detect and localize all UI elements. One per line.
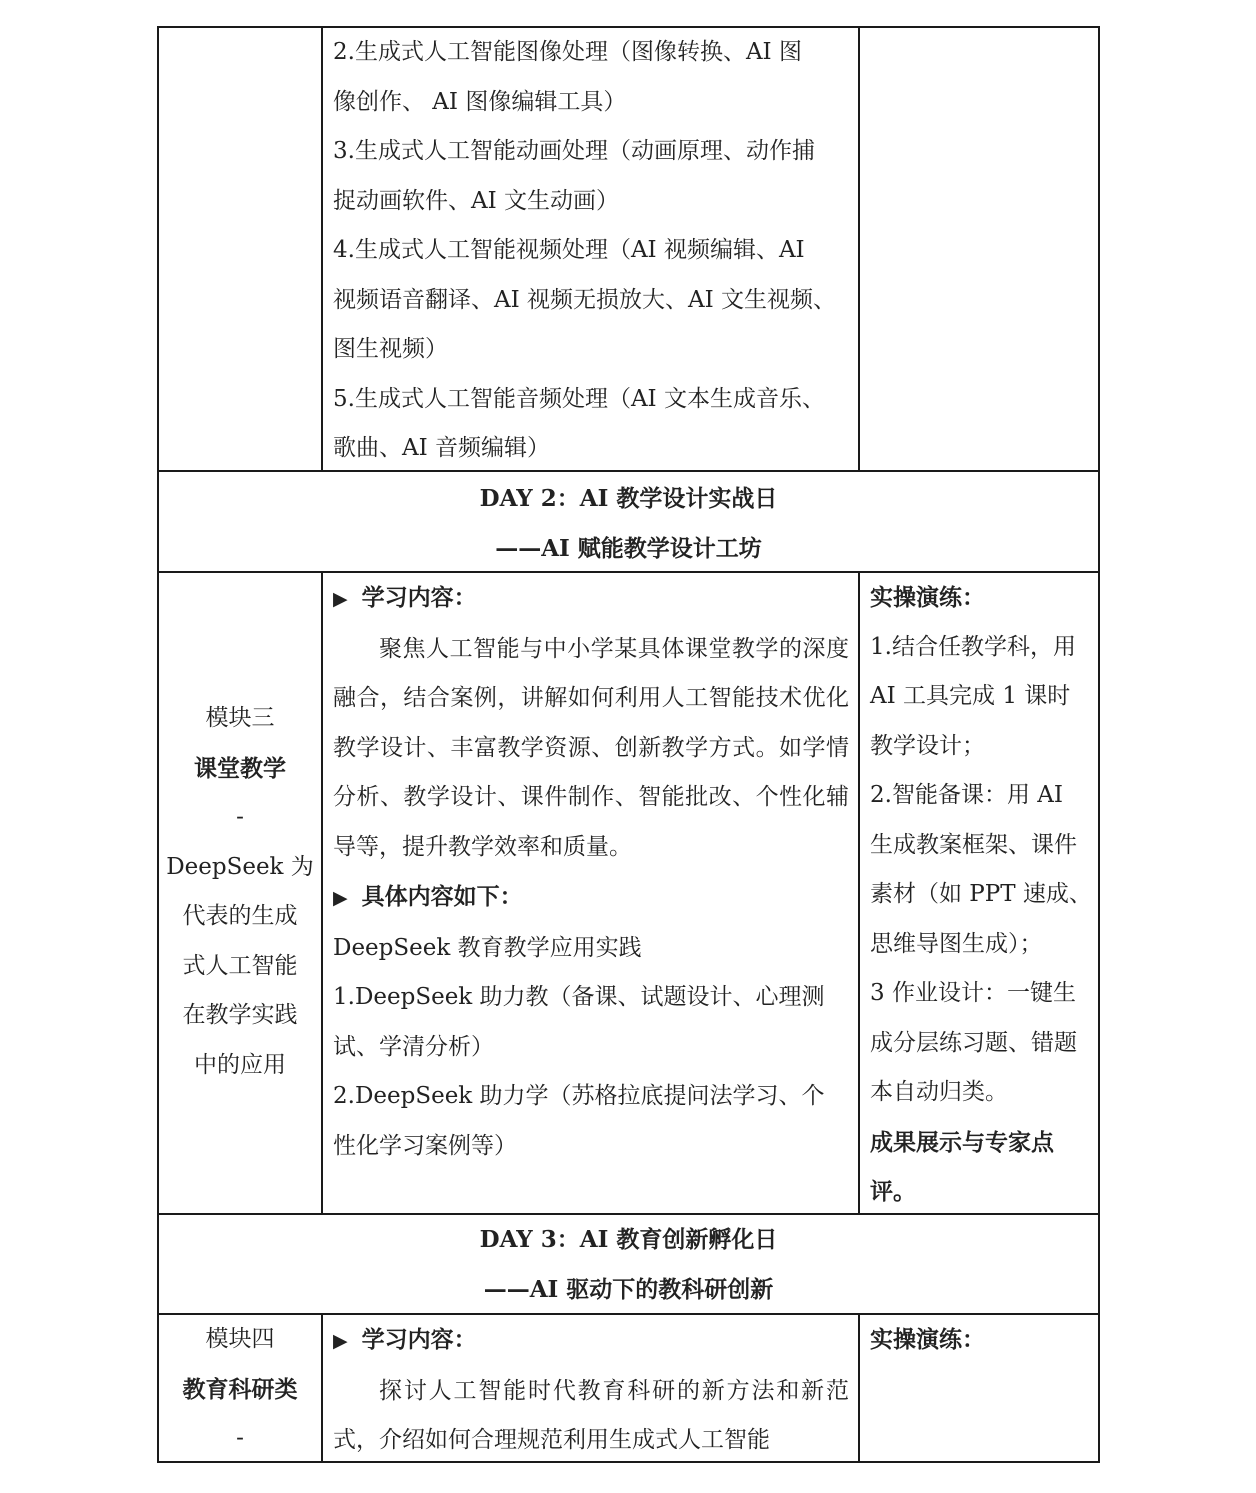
detail-line: 性化学习案例等） <box>333 1132 517 1159</box>
detail-line: 1.DeepSeek 助力教（备课、试题设计、心理测 <box>333 984 825 1010</box>
detail-heading <box>333 872 849 924</box>
content-line: 2.生成式人工智能图像处理（图像转换、AI 图 <box>333 39 802 65</box>
learning-heading-label: 学习内容： <box>361 1326 477 1353</box>
learning-heading <box>333 1315 849 1367</box>
practice-line: 本自动归类。 <box>870 1079 1008 1105</box>
day3-subtitle: ——AI 驱动下的教科研创新 <box>483 1275 774 1303</box>
day2-subtitle: ——AI 赋能教学设计工坊 <box>495 534 762 562</box>
practice-line: 1.结合任教学科，用 <box>870 633 1076 660</box>
practice-line: 素材（如 PPT 速成、 <box>870 881 1092 907</box>
module-desc-line: 代表的生成 <box>182 903 298 929</box>
practice-heading: 实操演练： <box>870 584 985 611</box>
module-desc-line: DeepSeek 为 <box>166 853 314 880</box>
curriculum-table <box>157 26 1100 1463</box>
module-desc-line: 在教学实践 <box>182 1002 298 1028</box>
module3-content-cell <box>333 573 849 1171</box>
practice-heading: 实操演练： <box>870 1326 985 1353</box>
content-line: 5.生成式人工智能音频处理（AI 文本生成音乐、 <box>333 385 825 412</box>
module-dash: - <box>236 1425 244 1451</box>
module-desc-line: 中的应用 <box>194 1051 286 1078</box>
day3-header <box>159 1215 1098 1314</box>
column-divider <box>321 26 323 472</box>
module-label: 模块四 <box>205 1326 275 1352</box>
practice-line: 思维导图生成）； <box>870 930 1043 957</box>
row1-content-cell <box>333 28 849 474</box>
module4-content-cell <box>333 1315 849 1466</box>
content-line: 3.生成式人工智能动画处理（动画原理、动作捕 <box>333 138 815 164</box>
column-divider <box>858 571 860 1215</box>
module3-practice-cell <box>870 573 1092 1217</box>
module-name: 课堂教学 <box>194 754 286 782</box>
day3-title: DAY 3：AI 教育创新孵化日 <box>479 1226 778 1253</box>
module4-name-cell <box>159 1315 321 1464</box>
column-divider <box>321 1313 323 1463</box>
practice-line: 2.智能备课：用 AI <box>870 782 1063 808</box>
module-dash: - <box>236 804 244 830</box>
practice-line: AI 工具完成 1 课时 <box>870 683 1071 709</box>
module3-name-cell <box>159 694 321 1090</box>
practice-line: 生成教案框架、课件 <box>870 831 1077 858</box>
learning-heading-label: 学习内容： <box>361 584 477 611</box>
content-line: 视频语音翻译、AI 视频无损放大、AI 文生视频、 <box>333 286 837 313</box>
learning-text: 探讨人工智能时代教育科研的新方法和新范式，介绍如何合理规范利用生成式人工智能 <box>333 1377 849 1453</box>
detail-line: 试、学清分析） <box>333 1033 494 1060</box>
column-divider <box>858 26 860 472</box>
result-line: 评。 <box>870 1178 916 1205</box>
day2-title: DAY 2：AI 教学设计实战日 <box>479 485 778 512</box>
bullet-triangle-icon: ▶ <box>333 588 348 610</box>
practice-line: 教学设计； <box>870 732 985 759</box>
practice-line: 成分层练习题、错题 <box>870 1029 1077 1056</box>
learning-text: 聚焦人工智能与中小学某具体课堂教学的深度融合，结合案例，讲解如何利用人工智能技术优化教学设计、丰富教学资源、创新教学方式。如学情分析、教学设计、课件制作、智能批改、个性化辅导等，提升教学效率和质量。 <box>333 635 849 860</box>
column-divider <box>321 571 323 1215</box>
result-line: 成果展示与专家点 <box>870 1128 1054 1156</box>
column-divider <box>858 1313 860 1463</box>
bullet-triangle-icon: ▶ <box>333 887 348 909</box>
detail-line: DeepSeek 教育教学应用实践 <box>333 934 642 961</box>
content-line: 图生视频） <box>333 336 448 362</box>
content-line: 捉动画软件、AI 文生动画） <box>333 187 620 214</box>
module-desc-line: 式人工智能 <box>182 952 298 979</box>
table-border-right <box>1098 26 1100 1463</box>
practice-line: 3 作业设计：一键生 <box>870 980 1076 1006</box>
module-name: 教育科研类 <box>182 1375 298 1403</box>
learning-heading <box>333 573 849 625</box>
content-line: 像创作、 AI 图像编辑工具） <box>333 88 627 115</box>
day2-header <box>159 474 1098 573</box>
detail-line: 2.DeepSeek 助力学（苏格拉底提问法学习、个 <box>333 1083 825 1109</box>
bullet-triangle-icon: ▶ <box>333 1330 348 1352</box>
detail-heading-label: 具体内容如下： <box>361 883 523 910</box>
content-line: 4.生成式人工智能视频处理（AI 视频编辑、AI <box>333 237 805 263</box>
content-line: 歌曲、AI 音频编辑） <box>333 435 551 461</box>
module-label: 模块三 <box>205 705 275 731</box>
module4-practice-cell <box>870 1315 1092 1365</box>
